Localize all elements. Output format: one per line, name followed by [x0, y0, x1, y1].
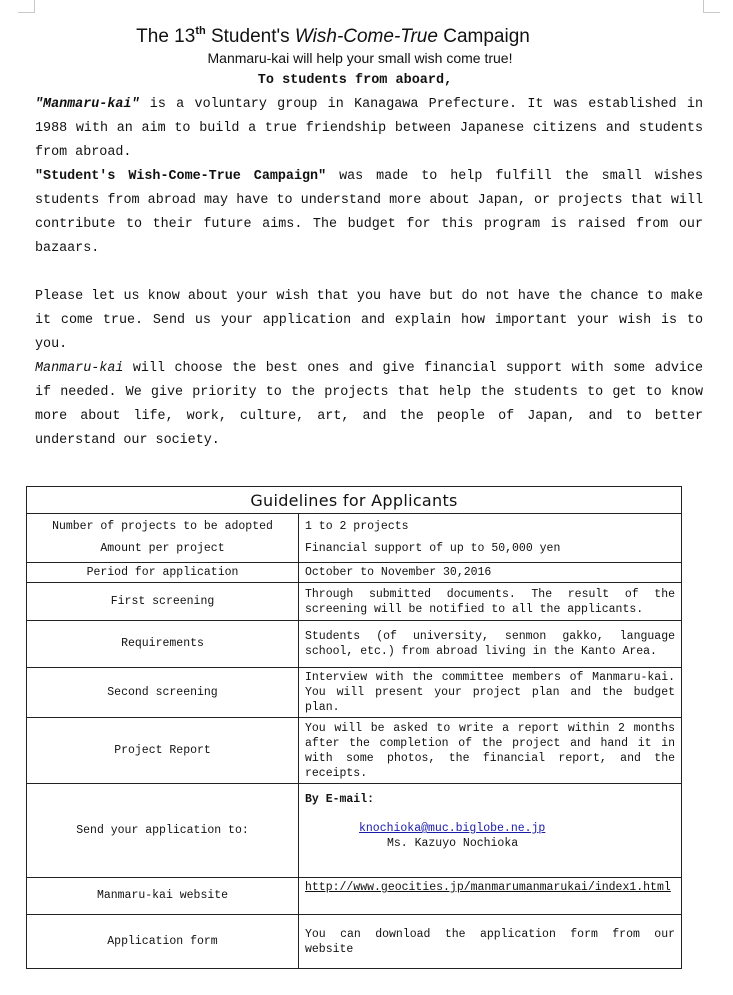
application-form-value: You can download the application form from our website	[299, 915, 682, 969]
title-text: Campaign	[437, 26, 530, 47]
title-superscript: th	[195, 25, 206, 37]
website-value	[299, 878, 682, 915]
projects-label: Number of projects to be adopted	[52, 520, 273, 533]
group-name: Manmaru-kai	[35, 361, 124, 376]
row-value	[299, 514, 682, 563]
title-italic: Wish-Come-True	[294, 26, 438, 47]
page-corner-mark	[703, 0, 720, 13]
paragraph-about	[35, 93, 703, 165]
group-name: "Manmaru-kai"	[35, 97, 140, 112]
report-label: Project Report	[27, 718, 299, 784]
row-label	[27, 514, 299, 563]
table-row	[27, 784, 682, 878]
table-row	[27, 668, 682, 718]
table-row	[27, 583, 682, 621]
table-row	[27, 621, 682, 668]
period-value: October to November 30,2016	[299, 563, 682, 583]
first-screening-value: Through submitted documents. The result of the screening will be notified to all the applicants.	[299, 583, 682, 621]
table-row	[27, 563, 682, 583]
title-text: Student's	[205, 26, 295, 47]
application-form-label: Application form	[27, 915, 299, 969]
intro-text	[35, 93, 703, 453]
guidelines-table	[26, 486, 682, 969]
table-row	[27, 718, 682, 784]
email-link[interactable]: knochioka@muc.biglobe.ne.jp	[359, 822, 546, 835]
requirements-value: Students (of university, senmon gakko, language school, etc.) from abroad living in the Kanto Area.	[299, 621, 682, 668]
paragraph-selection	[35, 357, 703, 453]
subtitle: Manmaru-kai will help your small wish come true!	[207, 50, 513, 66]
page-title	[0, 18, 666, 50]
website-link[interactable]: http://www.geocities.jp/manmarumanmarukai/index1.html	[305, 881, 671, 894]
table-row	[27, 915, 682, 969]
second-screening-label: Second screening	[27, 668, 299, 718]
title-text: The 13	[136, 26, 196, 47]
guidelines-heading: Guidelines for Applicants	[27, 487, 682, 514]
campaign-name: "Student's Wish-Come-True Campaign"	[35, 169, 327, 184]
paragraph-campaign	[35, 165, 703, 261]
amount-label: Amount per project	[100, 542, 225, 555]
paragraph-text: is a voluntary group in Kanagawa Prefecture. It was established in 1988 with an aim to build a true friendship between Japanese citizens and students from abroad.	[35, 97, 703, 160]
table-row	[27, 514, 682, 563]
paragraph-text: was made to help fulfill the small wishes students from abroad may have to understand more about Japan, or projects that will contribute to their future aims. The budget for this program is raised from our bazaars.	[35, 169, 704, 256]
paragraph-request: Please let us know about your wish that you have but do not have the chance to make it come true. Send us your application and explain how important your wish is to you.	[35, 289, 703, 352]
send-value	[299, 784, 682, 878]
second-screening-value: Interview with the committee members of Manmaru-kai. You will present your project plan and the budget plan.	[299, 668, 682, 718]
paragraph-text: will choose the best ones and give financial support with some advice if needed. We give priority to the projects that help the students to get to know more about life, work, culture, art, and the people of Japan, and to better understand our society.	[35, 361, 703, 448]
page-corner-mark	[18, 0, 35, 13]
projects-value: 1 to 2 projects	[305, 520, 409, 533]
email-method: By E-mail:	[305, 793, 375, 806]
contact-name: Ms. Kazuyo Nochioka	[387, 837, 519, 850]
requirements-label: Requirements	[27, 621, 299, 668]
amount-value: Financial support of up to 50,000 yen	[305, 542, 561, 555]
table-row	[27, 878, 682, 915]
first-screening-label: First screening	[27, 583, 299, 621]
website-label: Manmaru-kai website	[27, 878, 299, 915]
period-label: Period for application	[27, 563, 299, 583]
report-value: You will be asked to write a report within 2 months after the completion of the project and hand it in with some photos, the financial report, and the receipts.	[299, 718, 682, 784]
send-label: Send your application to:	[27, 784, 299, 878]
greeting: To students from aboard,	[257, 73, 453, 88]
